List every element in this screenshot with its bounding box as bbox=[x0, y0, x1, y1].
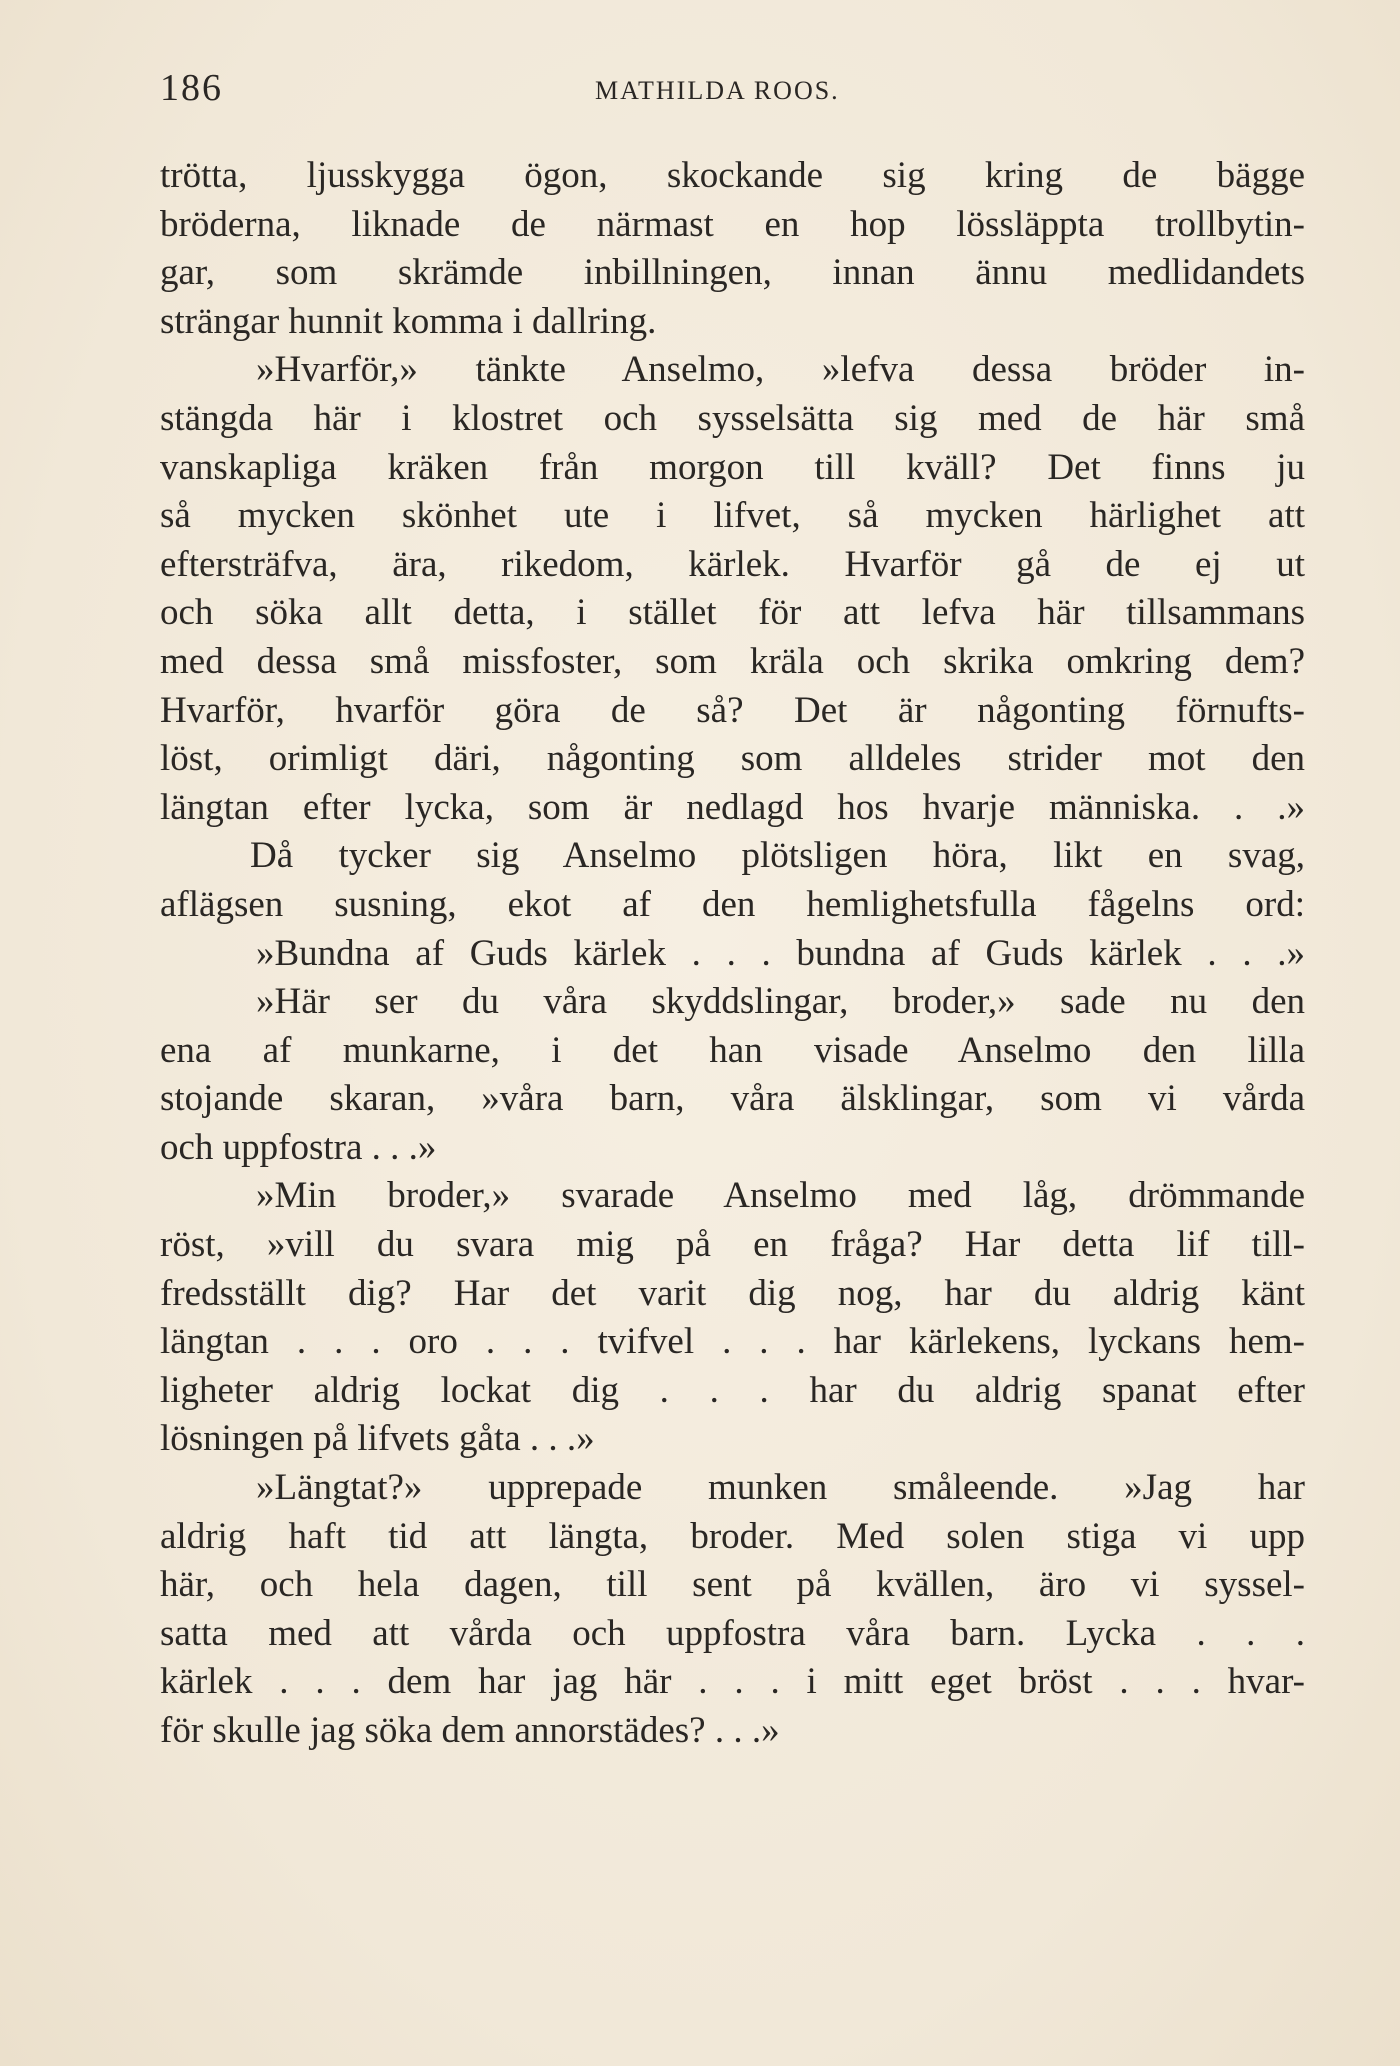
text-line: kärlek . . . dem har jag här . . . i mitt eget bröst . . . hvar- bbox=[160, 1661, 1305, 1703]
text-line: satta med att vårda och uppfostra våra barn. Lycka . . . bbox=[160, 1612, 1305, 1654]
text-line: »Bundna af Guds kärlek . . . bundna af Guds kärlek . . .» bbox=[256, 932, 1305, 974]
text-line: strängar hunnit komma i dallring. bbox=[160, 300, 657, 342]
text-line: röst, »vill du svara mig på en fråga? Har detta lif till- bbox=[160, 1224, 1305, 1266]
text-line: »Längtat?» upprepade munken småleende. »Jag har bbox=[256, 1467, 1305, 1509]
text-line: lösningen på lifvets gåta . . .» bbox=[160, 1418, 595, 1460]
text-line: längtan efter lycka, som är nedlagd hos hvarje människa. . .» bbox=[160, 786, 1305, 828]
page-number: 186 bbox=[160, 67, 223, 109]
text-line: löst, orimligt däri, någonting som alldeles strider mot den bbox=[160, 738, 1305, 780]
text-line: gar, som skrämde inbillningen, innan ännu medlidandets bbox=[160, 252, 1305, 294]
text-line: stängda här i klostret och sysselsätta sig med de här små bbox=[160, 397, 1305, 439]
text-line: eftersträfva, ära, rikedom, kärlek. Hvarför gå de ej ut bbox=[160, 543, 1305, 585]
text-line: stojande skaran, »våra barn, våra älsklingar, som vi vårda bbox=[160, 1078, 1305, 1120]
page-header bbox=[160, 66, 1305, 116]
text-line: här, och hela dagen, till sent på kvällen, äro vi syssel- bbox=[160, 1564, 1305, 1606]
text-line: så mycken skönhet ute i lifvet, så mycken härlighet att bbox=[160, 495, 1305, 537]
text-line: fredsställt dig? Har det varit dig nog, har du aldrig känt bbox=[160, 1272, 1305, 1314]
text-line: med dessa små missfoster, som kräla och skrika omkring dem? bbox=[160, 640, 1305, 682]
text-line: längtan . . . oro . . . tvifvel . . . har kärlekens, lyckans hem- bbox=[160, 1321, 1305, 1363]
text-line: »Min broder,» svarade Anselmo med låg, drömmande bbox=[256, 1175, 1305, 1217]
text-line: ligheter aldrig lockat dig . . . har du aldrig spanat efter bbox=[160, 1369, 1305, 1411]
text-line: ena af munkarne, i det han visade Anselmo den lilla bbox=[160, 1029, 1305, 1071]
text-line: och uppfostra . . .» bbox=[160, 1126, 437, 1168]
text-line: »Här ser du våra skyddslingar, broder,» sade nu den bbox=[256, 981, 1305, 1023]
text-line: aflägsen susning, ekot af den hemlighetsfulla fågelns ord: bbox=[160, 883, 1305, 925]
text-line: vanskapliga kräken från morgon till kväll? Det finns ju bbox=[160, 446, 1305, 488]
body-text bbox=[160, 152, 1305, 1756]
text-line: »Hvarför,» tänkte Anselmo, »lefva dessa bröder in- bbox=[256, 349, 1305, 391]
text-line: och söka allt detta, i stället för att lefva här tillsammans bbox=[160, 592, 1305, 634]
text-line: Hvarför, hvarför göra de så? Det är någonting förnufts- bbox=[160, 689, 1305, 731]
text-line: Då tycker sig Anselmo plötsligen höra, likt en svag, bbox=[250, 835, 1305, 877]
running-head: MATHILDA ROOS. bbox=[595, 76, 840, 105]
text-line: aldrig haft tid att längta, broder. Med solen stiga vi upp bbox=[160, 1515, 1305, 1557]
text-line: bröderna, liknade de närmast en hop lössläppta trollbytin- bbox=[160, 203, 1305, 245]
text-line: trötta, ljusskygga ögon, skockande sig kring de bägge bbox=[160, 155, 1305, 196]
text-line: för skulle jag söka dem annorstädes? . . .» bbox=[160, 1710, 780, 1751]
